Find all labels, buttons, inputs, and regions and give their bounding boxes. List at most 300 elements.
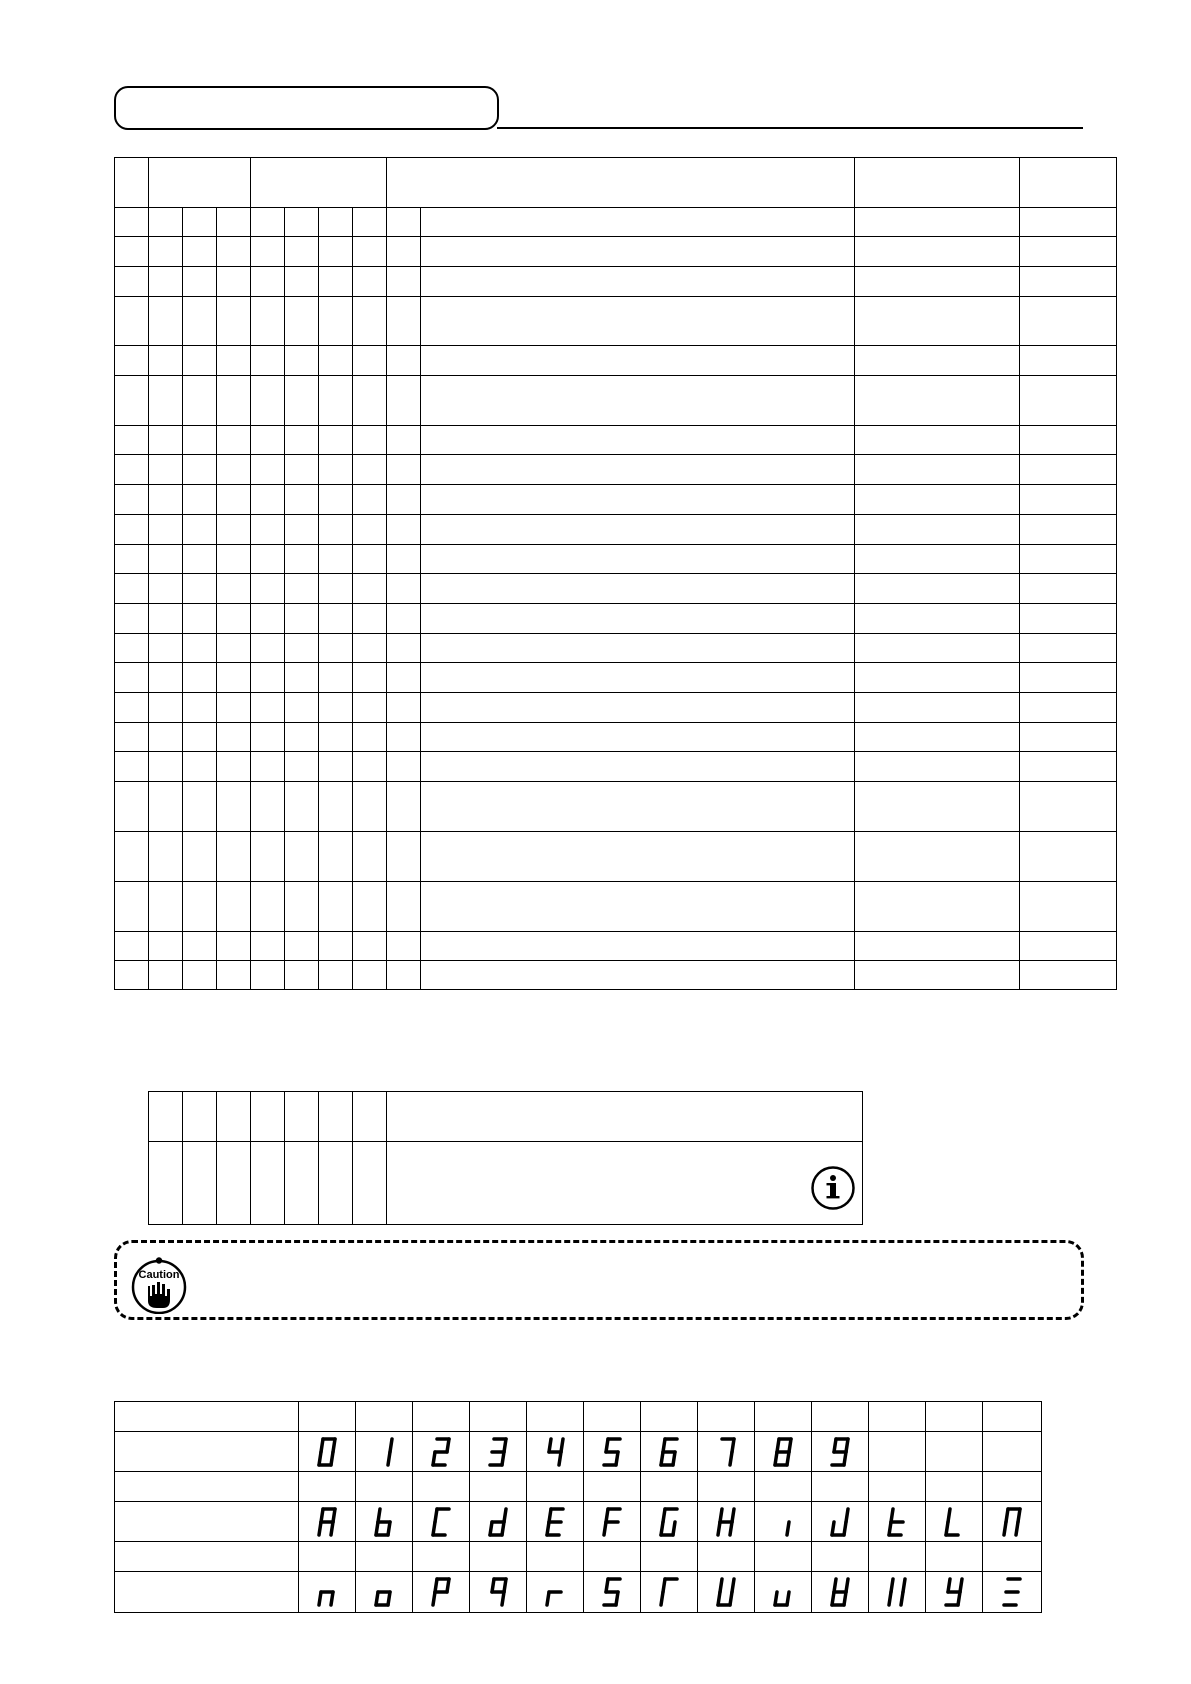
description-cell bbox=[421, 932, 855, 961]
indicator-cell bbox=[183, 932, 217, 961]
indicator-cell bbox=[217, 515, 251, 545]
indicator-cell bbox=[217, 693, 251, 723]
indicator-cell bbox=[149, 545, 183, 574]
indicator-cell bbox=[149, 237, 183, 267]
indicator-cell bbox=[319, 545, 353, 574]
remarks-cell bbox=[1020, 693, 1117, 723]
setting-cell bbox=[855, 515, 1020, 545]
row-number-cell bbox=[115, 782, 149, 832]
indicator-cell bbox=[183, 485, 217, 515]
indicator-cell bbox=[217, 267, 251, 297]
description-cell bbox=[421, 485, 855, 515]
display-row-label bbox=[115, 1542, 299, 1572]
display-key-cell bbox=[413, 1402, 470, 1432]
description-cell bbox=[421, 663, 855, 693]
seven-segment-glyph bbox=[584, 1432, 641, 1472]
setting-cell bbox=[855, 574, 1020, 604]
indicator-cell bbox=[149, 515, 183, 545]
description-cell bbox=[421, 723, 855, 752]
display-key-row bbox=[115, 1542, 1042, 1572]
indicator-cell bbox=[149, 634, 183, 663]
indicator-cell bbox=[285, 932, 319, 961]
display-glyph-row bbox=[115, 1572, 1042, 1613]
setting-cell bbox=[855, 752, 1020, 782]
header-cell-group-a bbox=[149, 158, 251, 208]
table-row bbox=[115, 267, 1117, 297]
indicator-cell bbox=[183, 693, 217, 723]
row-number-cell bbox=[115, 752, 149, 782]
indicator-cell bbox=[285, 663, 319, 693]
display-row-label bbox=[115, 1572, 299, 1613]
indicator-cell bbox=[387, 545, 421, 574]
seven-segment-glyph bbox=[470, 1432, 527, 1472]
indicator-cell bbox=[353, 346, 387, 376]
row-number-cell bbox=[115, 485, 149, 515]
indicator-cell bbox=[217, 832, 251, 882]
indicator-cell bbox=[149, 455, 183, 485]
indicator-cell bbox=[387, 752, 421, 782]
description-cell bbox=[421, 455, 855, 485]
description-cell bbox=[421, 882, 855, 932]
remarks-cell bbox=[1020, 426, 1117, 455]
indicator-cell bbox=[353, 267, 387, 297]
indicator-cell bbox=[387, 208, 421, 237]
indicator-cell bbox=[285, 297, 319, 346]
display-key-cell bbox=[584, 1542, 641, 1572]
table-row bbox=[115, 882, 1117, 932]
seven-segment-glyph bbox=[356, 1432, 413, 1472]
indicator-cell bbox=[183, 663, 217, 693]
remarks-cell bbox=[1020, 297, 1117, 346]
setting-cell bbox=[855, 376, 1020, 426]
indicator-cell bbox=[387, 882, 421, 932]
seven-segment-glyph bbox=[812, 1572, 869, 1613]
description-cell bbox=[421, 752, 855, 782]
seven-segment-glyph bbox=[584, 1572, 641, 1613]
indicator-cell bbox=[251, 961, 285, 990]
indicator-cell bbox=[183, 208, 217, 237]
indicator-cell bbox=[387, 237, 421, 267]
seven-segment-glyph bbox=[413, 1502, 470, 1542]
seven-segment-glyph bbox=[641, 1572, 698, 1613]
indicator-cell bbox=[387, 832, 421, 882]
indicator-cell bbox=[285, 832, 319, 882]
seven-segment-glyph bbox=[983, 1502, 1042, 1542]
indicator-cell bbox=[319, 932, 353, 961]
seven-segment-glyph bbox=[527, 1432, 584, 1472]
indicator-cell bbox=[217, 932, 251, 961]
indicator-cell bbox=[353, 426, 387, 455]
remarks-cell bbox=[1020, 545, 1117, 574]
indicator-cell bbox=[251, 346, 285, 376]
display-key-cell bbox=[698, 1472, 755, 1502]
row-number-cell bbox=[115, 267, 149, 297]
table-row bbox=[115, 208, 1117, 237]
indicator-cell bbox=[353, 782, 387, 832]
setting-cell bbox=[855, 693, 1020, 723]
display-key-cell bbox=[812, 1472, 869, 1502]
seven-segment-glyph bbox=[470, 1502, 527, 1542]
setting-cell bbox=[855, 485, 1020, 515]
indicator-cell bbox=[319, 237, 353, 267]
indicator-cell bbox=[183, 545, 217, 574]
row-number-cell bbox=[115, 634, 149, 663]
indicator-cell bbox=[217, 604, 251, 634]
table-row bbox=[115, 297, 1117, 346]
indicator-cell bbox=[319, 882, 353, 932]
setting-cell bbox=[855, 297, 1020, 346]
indicator-cell bbox=[353, 515, 387, 545]
seven-segment-glyph bbox=[812, 1432, 869, 1472]
indicator-cell bbox=[319, 267, 353, 297]
remarks-cell bbox=[1020, 515, 1117, 545]
indicator-cell bbox=[353, 237, 387, 267]
indicator-cell bbox=[149, 267, 183, 297]
display-key-cell bbox=[299, 1402, 356, 1432]
indicator-cell bbox=[353, 455, 387, 485]
indicator-cell bbox=[353, 832, 387, 882]
seven-segment-glyph bbox=[527, 1502, 584, 1542]
setting-cell bbox=[855, 604, 1020, 634]
header-cell-no bbox=[115, 158, 149, 208]
indicator-cell bbox=[353, 634, 387, 663]
seven-segment-glyph bbox=[755, 1572, 812, 1613]
seven-segment-glyph bbox=[698, 1432, 755, 1472]
row-number-cell bbox=[115, 376, 149, 426]
remarks-cell bbox=[1020, 574, 1117, 604]
setting-cell bbox=[855, 545, 1020, 574]
main-table bbox=[114, 157, 1117, 990]
table-row bbox=[115, 634, 1117, 663]
indicator-cell bbox=[251, 693, 285, 723]
seven-segment-glyph bbox=[356, 1502, 413, 1542]
row-number-cell bbox=[115, 515, 149, 545]
row-number-cell bbox=[115, 723, 149, 752]
remarks-cell bbox=[1020, 832, 1117, 882]
indicator-cell bbox=[251, 604, 285, 634]
section-title-rule bbox=[497, 127, 1083, 129]
indicator-cell bbox=[149, 882, 183, 932]
indicator-cell bbox=[353, 376, 387, 426]
seven-segment-glyph bbox=[470, 1572, 527, 1613]
remarks-cell bbox=[1020, 376, 1117, 426]
table-row bbox=[115, 752, 1117, 782]
indicator-cell bbox=[251, 832, 285, 882]
table-row bbox=[115, 346, 1117, 376]
remarks-cell bbox=[1020, 604, 1117, 634]
indicator-cell bbox=[285, 346, 319, 376]
setting-cell bbox=[855, 426, 1020, 455]
setting-cell bbox=[855, 208, 1020, 237]
indicator-cell bbox=[149, 752, 183, 782]
indicator-cell bbox=[319, 376, 353, 426]
indicator-cell bbox=[251, 663, 285, 693]
display-key-cell bbox=[983, 1402, 1042, 1432]
indicator-cell bbox=[285, 752, 319, 782]
indicator-cell bbox=[217, 485, 251, 515]
seven-segment-glyph bbox=[584, 1502, 641, 1542]
row-number-cell bbox=[115, 426, 149, 455]
table-row bbox=[115, 545, 1117, 574]
header-cell-remarks bbox=[1020, 158, 1117, 208]
indicator-cell bbox=[285, 723, 319, 752]
indicator-cell bbox=[251, 574, 285, 604]
indicator-cell bbox=[183, 961, 217, 990]
indicator-cell bbox=[319, 752, 353, 782]
indicator-cell bbox=[251, 426, 285, 455]
remarks-cell bbox=[1020, 663, 1117, 693]
seven-segment-glyph bbox=[698, 1502, 755, 1542]
seven-segment-glyph bbox=[356, 1572, 413, 1613]
display-glyph-row bbox=[115, 1432, 1042, 1472]
display-key-cell bbox=[755, 1472, 812, 1502]
caution-hand-icon bbox=[130, 1256, 188, 1314]
display-key-cell bbox=[356, 1542, 413, 1572]
indicator-cell bbox=[387, 455, 421, 485]
display-key-cell bbox=[356, 1402, 413, 1432]
indicator-cell bbox=[285, 455, 319, 485]
display-key-cell bbox=[584, 1402, 641, 1432]
indicator-cell bbox=[319, 782, 353, 832]
indicator-cell bbox=[319, 426, 353, 455]
indicator-cell bbox=[183, 376, 217, 426]
display-key-cell bbox=[584, 1472, 641, 1502]
indicator-cell bbox=[251, 455, 285, 485]
description-cell bbox=[421, 832, 855, 882]
display-key-cell bbox=[812, 1402, 869, 1432]
description-cell bbox=[421, 515, 855, 545]
setting-cell bbox=[855, 346, 1020, 376]
main-table-header-row bbox=[115, 158, 1117, 208]
indicator-cell bbox=[319, 723, 353, 752]
info-circle-icon bbox=[810, 1165, 856, 1211]
indicator-cell bbox=[387, 604, 421, 634]
row-number-cell bbox=[115, 604, 149, 634]
row-number-cell bbox=[115, 545, 149, 574]
setting-cell bbox=[855, 832, 1020, 882]
indicator-cell bbox=[251, 208, 285, 237]
indicator-cell bbox=[353, 208, 387, 237]
description-cell bbox=[421, 693, 855, 723]
indicator-cell bbox=[387, 426, 421, 455]
display-key-cell bbox=[470, 1472, 527, 1502]
seven-segment-glyph bbox=[755, 1432, 812, 1472]
indicator-cell bbox=[353, 297, 387, 346]
indicator-cell bbox=[353, 882, 387, 932]
indicator-cell bbox=[149, 485, 183, 515]
table-row bbox=[115, 426, 1117, 455]
indicator-cell bbox=[149, 208, 183, 237]
seven-segment-glyph bbox=[926, 1432, 983, 1472]
indicator-cell bbox=[149, 693, 183, 723]
indicator-cell bbox=[319, 455, 353, 485]
table-row bbox=[115, 663, 1117, 693]
indicator-cell bbox=[353, 663, 387, 693]
display-key-cell bbox=[641, 1542, 698, 1572]
row-number-cell bbox=[115, 932, 149, 961]
indicator-cell bbox=[149, 782, 183, 832]
indicator-cell bbox=[387, 693, 421, 723]
indicator-cell bbox=[353, 723, 387, 752]
indicator-cell bbox=[319, 634, 353, 663]
indicator-cell bbox=[319, 604, 353, 634]
description-cell bbox=[421, 604, 855, 634]
display-key-cell bbox=[299, 1542, 356, 1572]
indicator-cell bbox=[251, 515, 285, 545]
description-cell bbox=[421, 297, 855, 346]
indicator-cell bbox=[285, 693, 319, 723]
display-key-cell bbox=[413, 1542, 470, 1572]
table-row bbox=[115, 961, 1117, 990]
indicator-cell bbox=[149, 426, 183, 455]
indicator-cell bbox=[251, 932, 285, 961]
indicator-cell bbox=[285, 237, 319, 267]
seven-segment-glyph bbox=[755, 1502, 812, 1542]
indicator-cell bbox=[319, 832, 353, 882]
row-number-cell bbox=[115, 663, 149, 693]
indicator-cell bbox=[387, 376, 421, 426]
indicator-cell bbox=[387, 782, 421, 832]
sub-table bbox=[148, 1091, 863, 1225]
seven-segment-glyph bbox=[527, 1572, 584, 1613]
indicator-cell bbox=[353, 545, 387, 574]
indicator-cell bbox=[217, 574, 251, 604]
table-row bbox=[115, 574, 1117, 604]
table-row bbox=[115, 723, 1117, 752]
indicator-cell bbox=[217, 426, 251, 455]
display-key-cell bbox=[698, 1542, 755, 1572]
indicator-cell bbox=[217, 376, 251, 426]
indicator-cell bbox=[217, 297, 251, 346]
row-number-cell bbox=[115, 882, 149, 932]
indicator-cell bbox=[285, 782, 319, 832]
indicator-cell bbox=[285, 882, 319, 932]
description-cell bbox=[421, 634, 855, 663]
indicator-cell bbox=[217, 961, 251, 990]
caution-label: Caution bbox=[138, 1269, 180, 1281]
indicator-cell bbox=[251, 634, 285, 663]
table-row bbox=[115, 237, 1117, 267]
display-key-cell bbox=[755, 1402, 812, 1432]
indicator-cell bbox=[183, 346, 217, 376]
row-number-cell bbox=[115, 693, 149, 723]
indicator-cell bbox=[387, 961, 421, 990]
description-cell bbox=[421, 237, 855, 267]
indicator-cell bbox=[319, 663, 353, 693]
indicator-cell bbox=[183, 752, 217, 782]
remarks-cell bbox=[1020, 634, 1117, 663]
remarks-cell bbox=[1020, 267, 1117, 297]
indicator-cell bbox=[319, 297, 353, 346]
display-key-cell bbox=[698, 1402, 755, 1432]
seven-segment-glyph bbox=[299, 1502, 356, 1542]
sub-table-row bbox=[149, 1092, 863, 1142]
remarks-cell bbox=[1020, 723, 1117, 752]
seven-segment-glyph bbox=[869, 1432, 926, 1472]
indicator-cell bbox=[251, 752, 285, 782]
indicator-cell bbox=[149, 961, 183, 990]
table-row bbox=[115, 515, 1117, 545]
display-glyph-row bbox=[115, 1502, 1042, 1542]
display-key-cell bbox=[926, 1472, 983, 1502]
indicator-cell bbox=[251, 267, 285, 297]
seven-segment-glyph bbox=[869, 1572, 926, 1613]
table-row bbox=[115, 604, 1117, 634]
display-table bbox=[114, 1401, 1042, 1613]
display-key-row bbox=[115, 1472, 1042, 1502]
indicator-cell bbox=[353, 961, 387, 990]
seven-segment-glyph bbox=[869, 1502, 926, 1542]
header-cell-description bbox=[387, 158, 855, 208]
indicator-cell bbox=[149, 376, 183, 426]
header-cell-setting bbox=[855, 158, 1020, 208]
caution-box bbox=[114, 1240, 1084, 1320]
seven-segment-glyph bbox=[413, 1432, 470, 1472]
indicator-cell bbox=[183, 832, 217, 882]
display-key-cell bbox=[983, 1542, 1042, 1572]
indicator-cell bbox=[285, 545, 319, 574]
table-row bbox=[115, 782, 1117, 832]
indicator-cell bbox=[285, 208, 319, 237]
seven-segment-glyph bbox=[641, 1502, 698, 1542]
table-row bbox=[115, 376, 1117, 426]
table-row bbox=[115, 932, 1117, 961]
indicator-cell bbox=[353, 604, 387, 634]
setting-cell bbox=[855, 723, 1020, 752]
header-cell-group-b bbox=[251, 158, 387, 208]
setting-cell bbox=[855, 237, 1020, 267]
setting-cell bbox=[855, 882, 1020, 932]
remarks-cell bbox=[1020, 485, 1117, 515]
indicator-cell bbox=[353, 693, 387, 723]
indicator-cell bbox=[183, 237, 217, 267]
remarks-cell bbox=[1020, 961, 1117, 990]
display-key-cell bbox=[527, 1542, 584, 1572]
indicator-cell bbox=[319, 515, 353, 545]
display-key-cell bbox=[470, 1542, 527, 1572]
display-key-cell bbox=[641, 1402, 698, 1432]
indicator-cell bbox=[251, 782, 285, 832]
seven-segment-glyph bbox=[299, 1572, 356, 1613]
display-row-label bbox=[115, 1502, 299, 1542]
indicator-cell bbox=[149, 574, 183, 604]
indicator-cell bbox=[183, 426, 217, 455]
indicator-cell bbox=[319, 346, 353, 376]
display-key-cell bbox=[641, 1472, 698, 1502]
remarks-cell bbox=[1020, 455, 1117, 485]
indicator-cell bbox=[149, 723, 183, 752]
indicator-cell bbox=[387, 346, 421, 376]
indicator-cell bbox=[183, 267, 217, 297]
indicator-cell bbox=[319, 693, 353, 723]
display-key-cell bbox=[869, 1472, 926, 1502]
seven-segment-glyph bbox=[983, 1432, 1042, 1472]
indicator-cell bbox=[183, 574, 217, 604]
table-row bbox=[115, 693, 1117, 723]
indicator-cell bbox=[285, 961, 319, 990]
row-number-cell bbox=[115, 574, 149, 604]
description-cell bbox=[421, 545, 855, 574]
sub-table-row bbox=[149, 1142, 863, 1225]
indicator-cell bbox=[251, 237, 285, 267]
display-key-cell bbox=[926, 1542, 983, 1572]
display-key-cell bbox=[926, 1402, 983, 1432]
indicator-cell bbox=[149, 346, 183, 376]
display-key-cell bbox=[755, 1542, 812, 1572]
indicator-cell bbox=[285, 574, 319, 604]
indicator-cell bbox=[285, 485, 319, 515]
remarks-cell bbox=[1020, 882, 1117, 932]
